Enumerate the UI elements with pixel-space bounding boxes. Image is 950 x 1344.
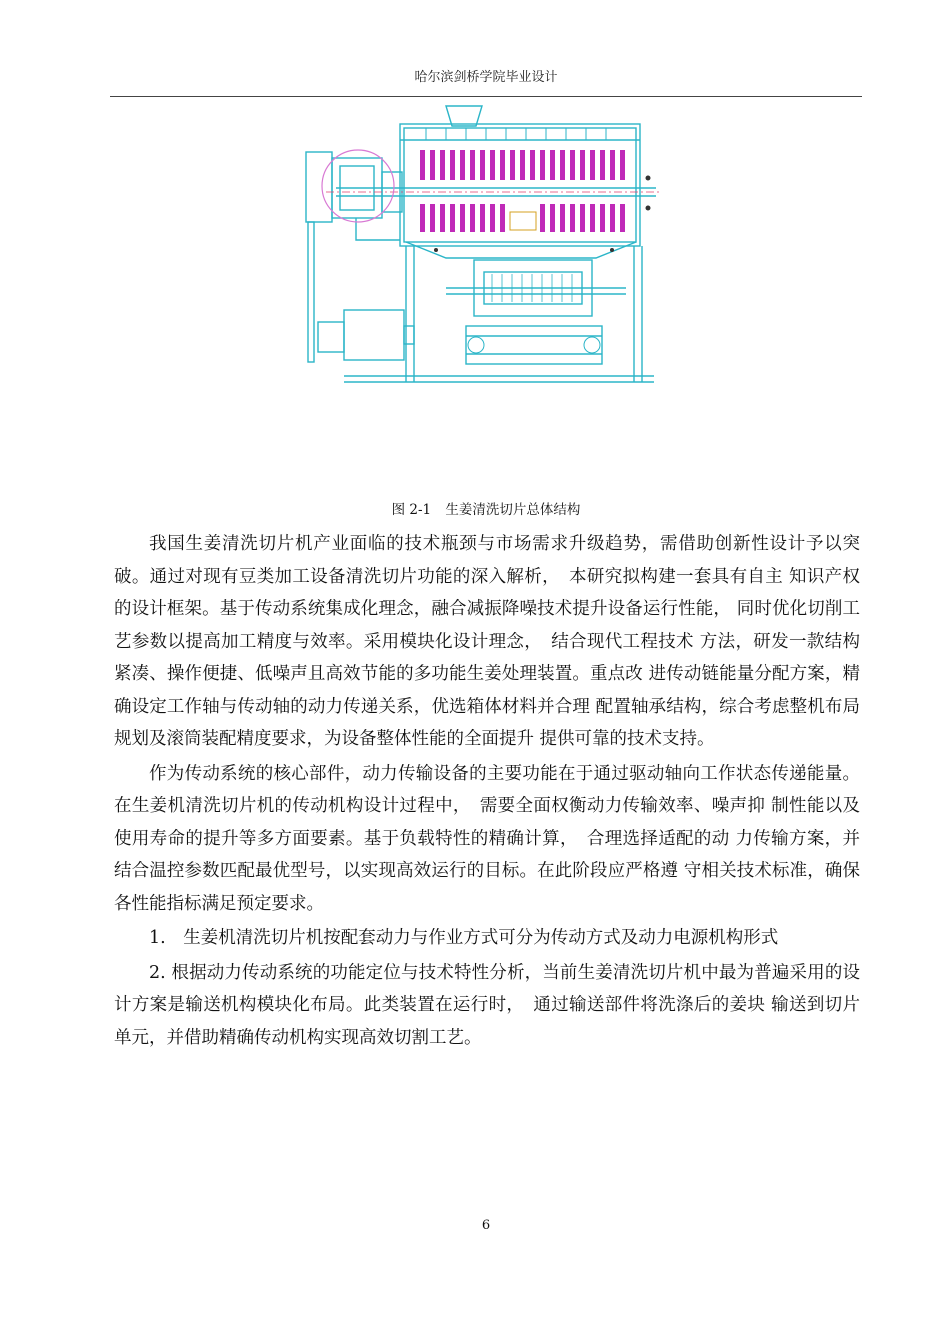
body-text [114,528,860,1056]
machine-drawing [296,100,666,390]
list-item: 2. 根据动力传动系统的功能定位与技术特性分析，当前生姜清洗切片机中最为普遍采用的设计方案是输送机构模块化布局。此类装置在运行时， 通过输送部件将洗涤后的姜块 输送到切片单元，并借助精确传动机构实现高效切割工艺。 [114,962,860,1048]
figure-number: 图 2-1 [391,502,432,518]
paragraph: 我国生姜清洗切片机产业面临的技术瓶颈与市场需求升级趋势，需借助创新性设计予以突破。通过对现有豆类加工设备清洗切片功能的深入解析， 本研究拟构建一套具有自主 知识产权的设计框架。基于传动系统集成化理念，融合减振降噪技术提升设备运行性能， 同时优化切削工艺参数以提高加工精度与效率。采用模块化设计理念， 结合现代工程技术 方法，研发一款结构紧凑、操作便捷、低噪声且高效节能的多功能生姜处理装置。重点改 进传动链能量分配方案，精确设定工作轴与传动轴的动力传递关系，优选箱体材料并合理 配置轴承结构，综合考虑整机布局规划及滚筒装配精度要求，为设备整体性能的全面提升 提供可靠的技术支持。 [114,534,860,749]
page-header: 哈尔滨剑桥学院毕业设计 [414,70,558,85]
page-number: 6 [481,1218,491,1233]
paragraph: 作为传动系统的核心部件，动力传输设备的主要功能在于通过驱动轴向工作状态传递能量。在生姜机清洗切片机的传动机构设计过程中， 需要全面权衡动力传输效率、噪声抑 制性能以及使用寿命的提升等多方面要素。基于负载特性的精确计算， 合理选择适配的动 力传输方案，并结合温控参数匹配最优型号，以实现高效运行的目标。在此阶段应严格遵 守相关技术标准，确保各性能指标满足预定要求。 [114,763,860,914]
list-item: 1. 生姜机清洗切片机按配套动力与作业方式可分为传动方式及动力电源机构形式 [149,928,779,948]
figure-title: 生姜清洗切片总体结构 [445,502,581,518]
figure-caption [110,498,862,518]
header-divider [110,96,862,97]
